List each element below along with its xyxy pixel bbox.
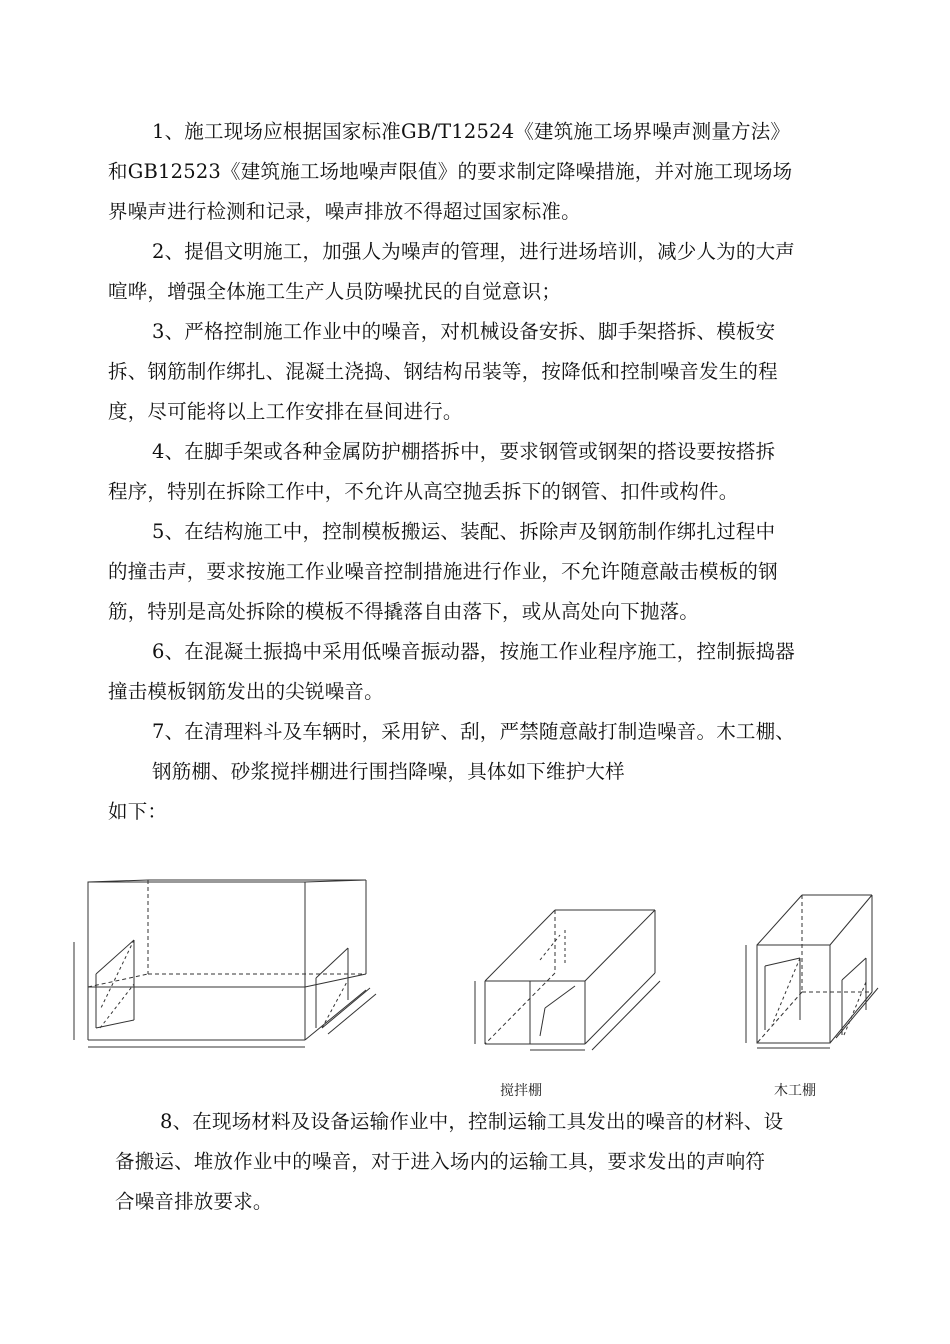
paragraph-line: 撞击模板钢筋发出的尖锐噪音。 [108, 680, 384, 703]
paragraph-line: 如下： [108, 800, 168, 823]
paragraph-line: 2、提倡文明施工，加强人为噪声的管理，进行进场培训，减少人为的大声 [152, 240, 796, 263]
paragraph-line: 3、严格控制施工作业中的噪音，对机械设备安拆、脚手架搭拆、模板安 [152, 320, 776, 343]
paragraph-line: 备搬运、堆放作业中的噪音，对于进入场内的运输工具，要求发出的声响符 [115, 1150, 766, 1173]
paragraph-line: 7、在清理料斗及车辆时，采用铲、刮，严禁随意敲打制造噪音。木工棚、 [152, 720, 796, 743]
paragraph-line: 筋，特别是高处拆除的模板不得撬落自由落下，或从高处向下抛落。 [108, 600, 700, 623]
caption-carpentry-shed: 木工棚 [774, 1083, 816, 1099]
paragraph-line: 钢筋棚、砂浆搅拌棚进行围挡降噪，具体如下维护大样 [152, 760, 625, 783]
paragraph-line: 的撞击声，要求按施工作业噪音控制措施进行作业，不允许随意敲击模板的钢 [108, 560, 778, 583]
paragraph-line: 5、在结构施工中，控制模板搬运、装配、拆除声及钢筋制作绑扎过程中 [152, 520, 776, 543]
paragraph-line: 拆、钢筋制作绑扎、混凝土浇捣、钢结构吊装等，按降低和控制噪音发生的程 [108, 360, 778, 383]
paragraph-line: 合噪音排放要求。 [115, 1190, 273, 1213]
paragraph-line: 界噪声进行检测和记录，噪声排放不得超过国家标准。 [108, 200, 581, 223]
paragraph-line: 6、在混凝土振捣中采用低噪音振动器，按施工作业程序施工，控制振捣器 [152, 640, 796, 663]
shed-elevation-drawings [60, 860, 900, 1110]
paragraph-line: 喧哗，增强全体施工生产人员防噪扰民的自觉意识； [108, 280, 562, 303]
paragraph-line: 和GB12523《建筑施工场地噪声限值》的要求制定降噪措施，并对施工现场场 [108, 160, 793, 183]
paragraph-line: 1、施工现场应根据国家标准GB/T12524《建筑施工场界噪声测量方法》 [152, 120, 791, 143]
shed1-front-face [88, 882, 305, 987]
caption-mixer-shed: 搅拌棚 [500, 1083, 542, 1099]
paragraph-line: 8、在现场材料及设备运输作业中，控制运输工具发出的噪音的材料、设 [160, 1110, 784, 1133]
paragraph-line: 4、在脚手架或各种金属防护棚搭拆中，要求钢管或钢架的搭设要按搭拆 [152, 440, 776, 463]
paragraph-line: 程序，特别在拆除工作中，不允许从高空抛丢拆下的钢管、扣件或构件。 [108, 480, 739, 503]
shed-drawing-svg [60, 860, 900, 1110]
paragraph-line: 度，尽可能将以上工作安排在昼间进行。 [108, 400, 463, 423]
